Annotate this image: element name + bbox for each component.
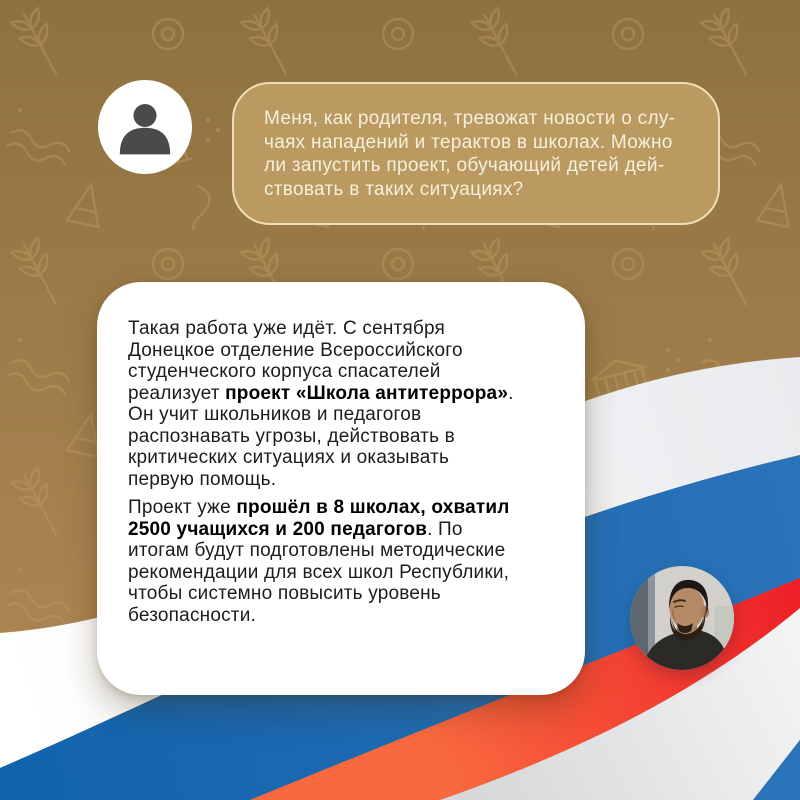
answer-card [97,282,585,695]
question-text: Меня, как родителя, тревожат новости о случаях нападений и терактов в школах. Можно ли запустить проект, обучающий детей действовать в таких ситуациях? [264,108,675,200]
portrait-man-icon [630,566,734,670]
expert-photo [630,566,734,670]
answer-paragraph-1: Такая работа уже идёт. С сентября Донецкое отделение Всероссийского студенческого корпуса спасателей реализует проект «Школа антитеррора». Он учит школьников и педагогов распознавать угрозы, действовать в критических ситуациях и оказывать первую помощь. [128,318,514,490]
question-avatar [98,80,192,174]
answer-paragraph-2: Проект уже прошёл в 8 школах, охватил 2500 учащихся и 200 педагогов. По итогам будут подготовлены методические рекомендации для всех школ Республики, чтобы системно повысить уровень безопасности. [128,497,510,626]
person-icon [109,91,181,163]
question-bubble [232,82,720,225]
